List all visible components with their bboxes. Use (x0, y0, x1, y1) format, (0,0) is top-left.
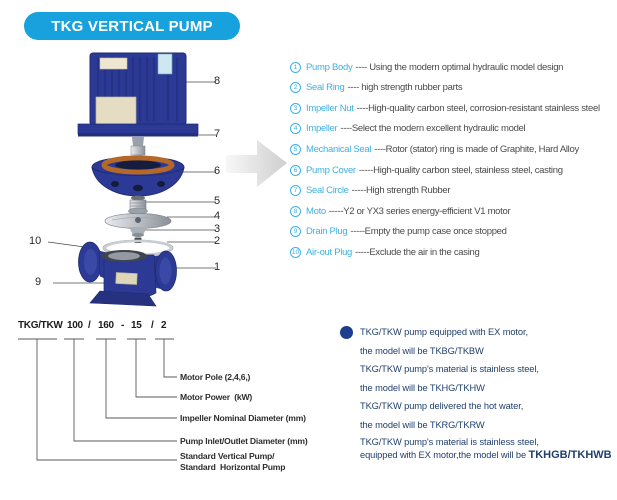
part-name: Moto (306, 205, 326, 217)
part-description: ----Rotor (stator) ring is made of Graphite, Hard Alloy (374, 143, 579, 155)
parts-list-item (290, 201, 617, 222)
part-name: Impeller (306, 123, 338, 135)
motor-illustration (78, 53, 198, 169)
part-description: -----High-quality carbon steel, stainless steel, casting (358, 164, 563, 176)
label-impeller-diameter: Impeller Nominal Diameter (mm) (180, 413, 306, 423)
note-line: TKG/TKW pump delivered the hot water, (360, 401, 524, 411)
model-code-separator: / (151, 320, 154, 331)
circled-number-icon: 7 (290, 185, 301, 196)
part-description: -----High strength Rubber (351, 185, 451, 197)
note-line: TKG/TKW pump's material is stainless steel, (360, 364, 539, 374)
part-name: Drain Plug (306, 226, 348, 238)
circled-number-icon: 2 (290, 82, 301, 93)
parts-list-item (290, 78, 617, 99)
callout-2: 2 (214, 235, 221, 247)
model-code-pole: 2 (161, 320, 167, 331)
page-title: TKG VERTICAL PUMP (51, 17, 213, 35)
label-motor-pole: Motor Pole (2,4,6,) (180, 372, 251, 382)
circled-number-icon: 4 (290, 123, 301, 134)
part-name: Seal Ring (306, 82, 345, 94)
parts-list-item (290, 221, 617, 242)
part-description: -----Exclude the air in the casing (355, 246, 480, 258)
model-code-series: TKG/TKW (18, 320, 63, 331)
circled-number-icon: 8 (290, 206, 301, 217)
part-name: Mechanical Seal (306, 143, 372, 155)
part-description: ----High-quality carbon steel, corrosion-resistant stainless steel (356, 102, 600, 114)
callout-5: 5 (214, 195, 221, 207)
part-name: Impeller Nut (306, 102, 354, 114)
callout-3: 3 (214, 223, 221, 235)
pump-cover-illustration (92, 157, 184, 197)
callout-9: 9 (35, 276, 42, 288)
parts-list-item (290, 119, 617, 140)
part-name: Pump Cover (306, 164, 356, 176)
bullet-icon (340, 326, 353, 339)
note-model-bold: TKHGB/TKHWB (528, 449, 612, 461)
part-description: ---- high strength rubber parts (347, 82, 463, 94)
impeller-illustration (105, 214, 171, 238)
page-title-banner (24, 12, 240, 40)
part-name: Air-out Plug (306, 246, 353, 258)
mechanical-seal-illustration (129, 196, 148, 214)
callout-7: 7 (214, 128, 221, 140)
note-line: TKG/TKW pump's material is stainless steel, (360, 437, 539, 447)
callout-10: 10 (29, 235, 42, 247)
circled-number-icon: 10 (291, 248, 300, 256)
note-line: the model will be TKHG/TKHW (360, 383, 485, 393)
part-description: -----Empty the pump case once stopped (350, 226, 507, 238)
note-line (360, 450, 612, 461)
part-description: ----Select the modern excellent hydraulic model (340, 123, 526, 135)
model-code-inlet: 100 (67, 320, 83, 331)
parts-list-item (290, 180, 617, 201)
model-code-separator: / (88, 320, 91, 331)
parts-list-item (290, 160, 617, 181)
label-inlet-outlet: Pump Inlet/Outlet Diameter (mm) (180, 436, 308, 446)
circled-number-icon: 3 (290, 103, 301, 114)
parts-list (290, 57, 617, 262)
circled-number-icon: 1 (290, 62, 301, 73)
callout-1: 1 (214, 261, 221, 273)
parts-list-item (290, 98, 617, 119)
note-line: the model will be TKRG/TKRW (360, 420, 485, 430)
parts-list-item (290, 139, 617, 160)
circled-number-icon: 5 (290, 144, 301, 155)
callout-4: 4 (214, 210, 221, 222)
note-line: the model will be TKBG/TKBW (360, 346, 484, 356)
model-code-power: 15 (131, 320, 142, 331)
part-description: ---- Using the modern optimal hydraulic model design (355, 61, 564, 73)
part-name: Seal Circle (306, 185, 349, 197)
circled-number-icon: 6 (290, 165, 301, 176)
callout-6: 6 (214, 165, 221, 177)
parts-list-item (290, 57, 617, 78)
note-line: TKG/TKW pump equipped with EX motor, (360, 327, 528, 337)
model-code-impeller: 160 (98, 320, 114, 331)
part-name: Pump Body (306, 61, 353, 73)
parts-list-item (290, 242, 617, 263)
callout-8: 8 (214, 75, 221, 87)
note-text: equipped with EX motor,the model will be (360, 450, 529, 460)
circled-number-icon: 9 (290, 226, 301, 237)
model-code-separator: - (121, 320, 125, 331)
part-description: -----Y2 or YX3 series energy-efficient V1 motor (328, 205, 511, 217)
label-motor-power: Motor Power (kW) (180, 392, 253, 402)
label-standard-vertical: Standard Vertical Pump/ (180, 451, 275, 461)
label-standard-horizontal: Standard Horizontal Pump (180, 462, 286, 472)
arrow-right-icon (224, 134, 292, 194)
